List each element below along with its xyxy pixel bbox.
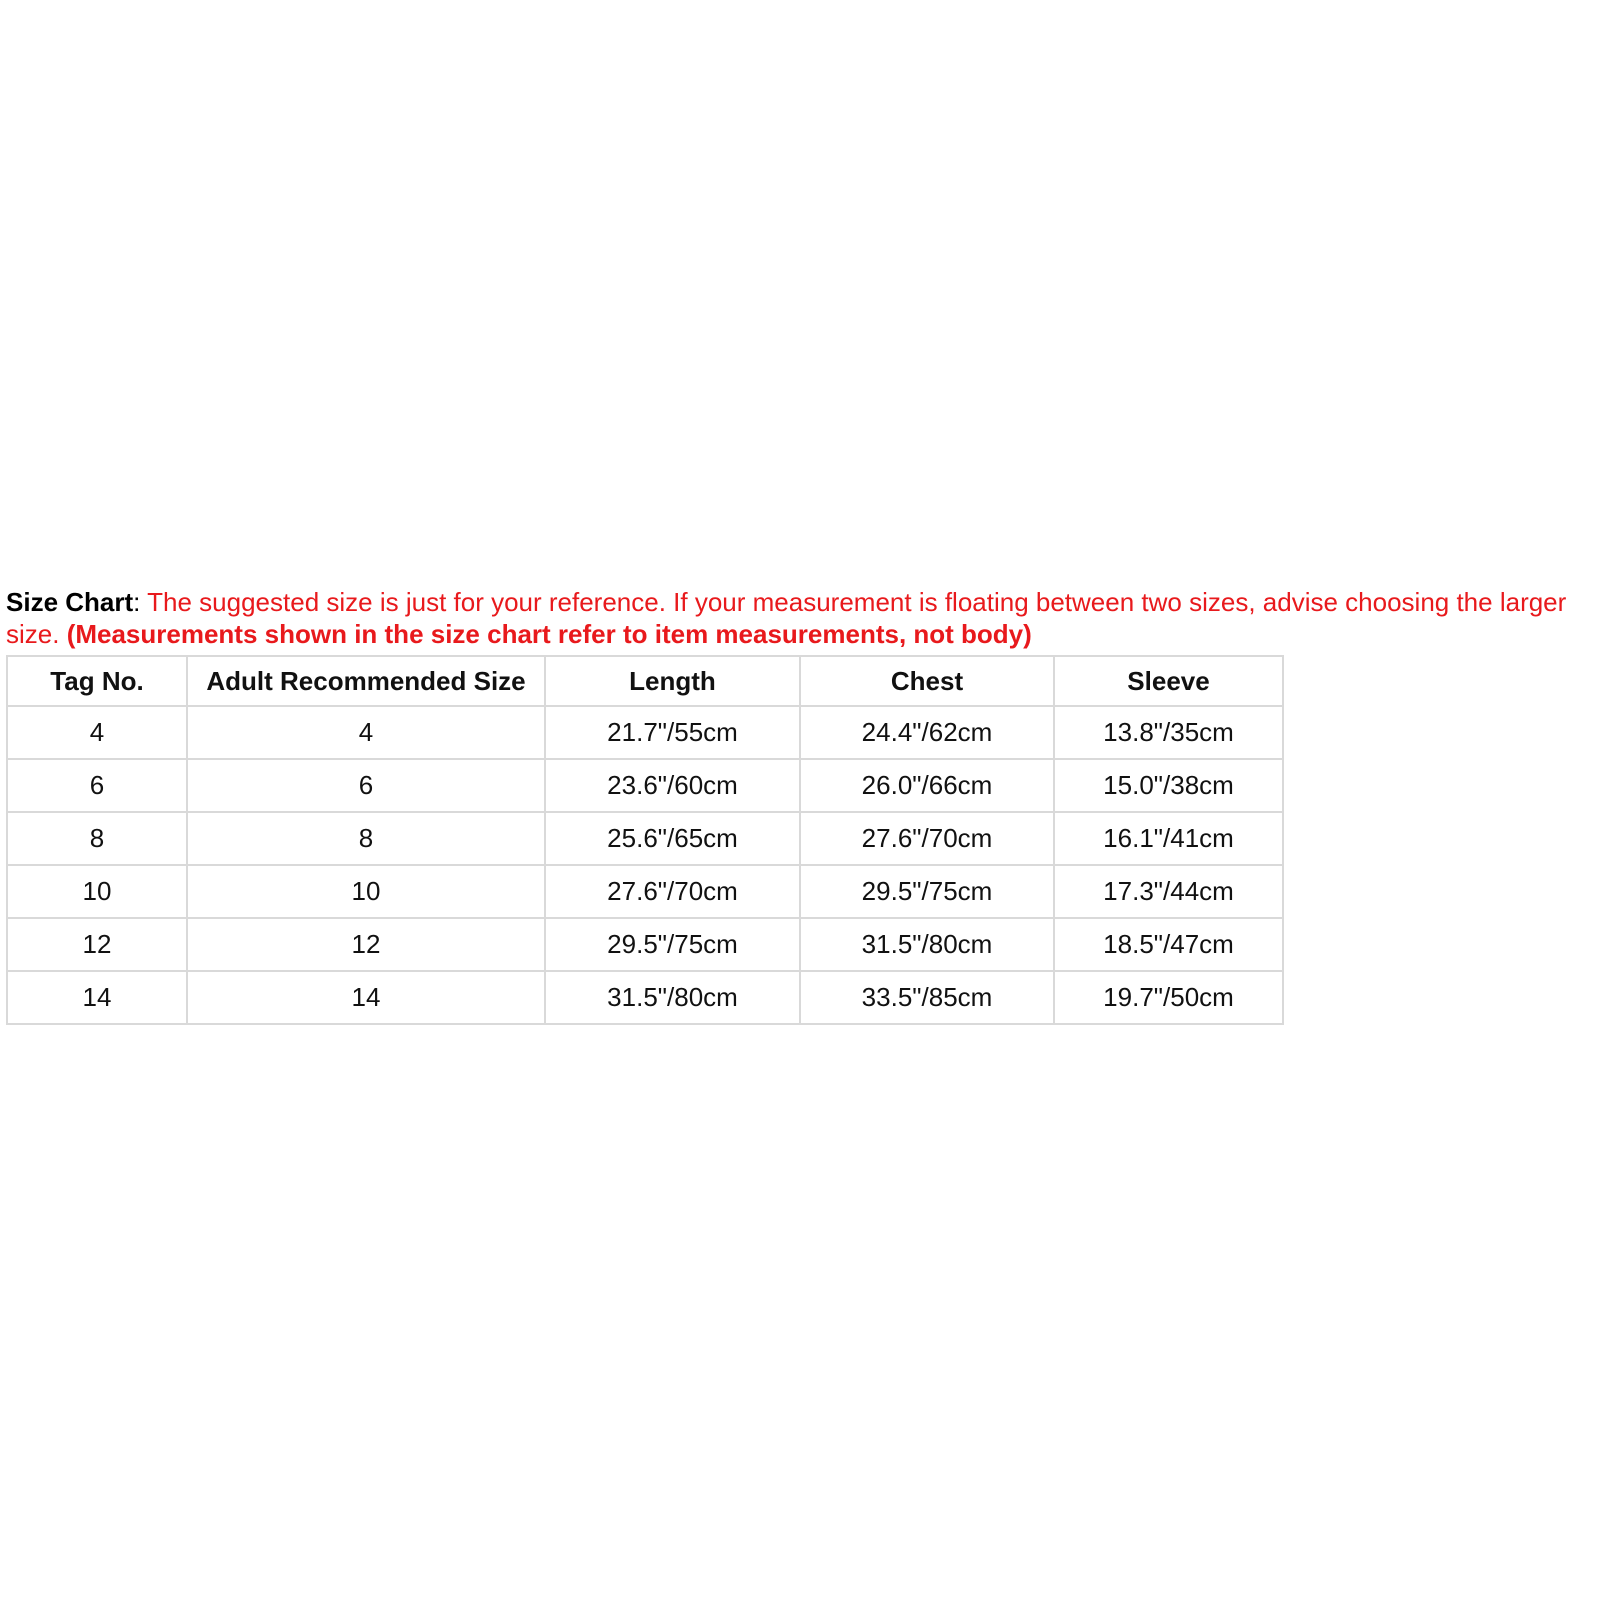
cell-tag-no: 10	[7, 865, 187, 918]
table-row	[7, 812, 1283, 865]
cell-sleeve: 18.5"/47cm	[1054, 918, 1283, 971]
cell-chest: 33.5"/85cm	[800, 971, 1054, 1024]
size-chart-intro	[6, 586, 1596, 650]
cell-adult-size: 14	[187, 971, 545, 1024]
cell-sleeve: 17.3"/44cm	[1054, 865, 1283, 918]
cell-adult-size: 10	[187, 865, 545, 918]
cell-sleeve: 19.7"/50cm	[1054, 971, 1283, 1024]
measurement-disclaimer: (Measurements shown in the size chart refer to item measurements, not body)	[66, 619, 1032, 649]
table-row	[7, 918, 1283, 971]
cell-length: 21.7"/55cm	[545, 706, 800, 759]
cell-sleeve: 16.1"/41cm	[1054, 812, 1283, 865]
cell-adult-size: 8	[187, 812, 545, 865]
header-length: Length	[545, 656, 800, 706]
cell-adult-size: 4	[187, 706, 545, 759]
cell-tag-no: 6	[7, 759, 187, 812]
size-reference-note: The suggested size is just for your reference. If your measurement is floating between two sizes, advise choosing the larger size.	[6, 587, 1567, 649]
cell-length: 29.5"/75cm	[545, 918, 800, 971]
table-row	[7, 865, 1283, 918]
header-tag-no: Tag No.	[7, 656, 187, 706]
cell-adult-size: 12	[187, 918, 545, 971]
cell-chest: 26.0"/66cm	[800, 759, 1054, 812]
table-row	[7, 971, 1283, 1024]
cell-length: 31.5"/80cm	[545, 971, 800, 1024]
table-row	[7, 759, 1283, 812]
cell-adult-size: 6	[187, 759, 545, 812]
header-adult-recommended-size: Adult Recommended Size	[187, 656, 545, 706]
cell-tag-no: 4	[7, 706, 187, 759]
cell-length: 23.6"/60cm	[545, 759, 800, 812]
cell-tag-no: 8	[7, 812, 187, 865]
header-chest: Chest	[800, 656, 1054, 706]
size-table	[6, 655, 1284, 1025]
table-header-row	[7, 656, 1283, 706]
cell-chest: 27.6"/70cm	[800, 812, 1054, 865]
cell-tag-no: 14	[7, 971, 187, 1024]
size-chart-label: Size Chart	[6, 587, 134, 617]
cell-chest: 24.4"/62cm	[800, 706, 1054, 759]
header-sleeve: Sleeve	[1054, 656, 1283, 706]
cell-sleeve: 15.0"/38cm	[1054, 759, 1283, 812]
cell-tag-no: 12	[7, 918, 187, 971]
cell-chest: 31.5"/80cm	[800, 918, 1054, 971]
cell-length: 25.6"/65cm	[545, 812, 800, 865]
table-row	[7, 706, 1283, 759]
cell-sleeve: 13.8"/35cm	[1054, 706, 1283, 759]
cell-length: 27.6"/70cm	[545, 865, 800, 918]
cell-chest: 29.5"/75cm	[800, 865, 1054, 918]
intro-colon: :	[133, 587, 148, 617]
